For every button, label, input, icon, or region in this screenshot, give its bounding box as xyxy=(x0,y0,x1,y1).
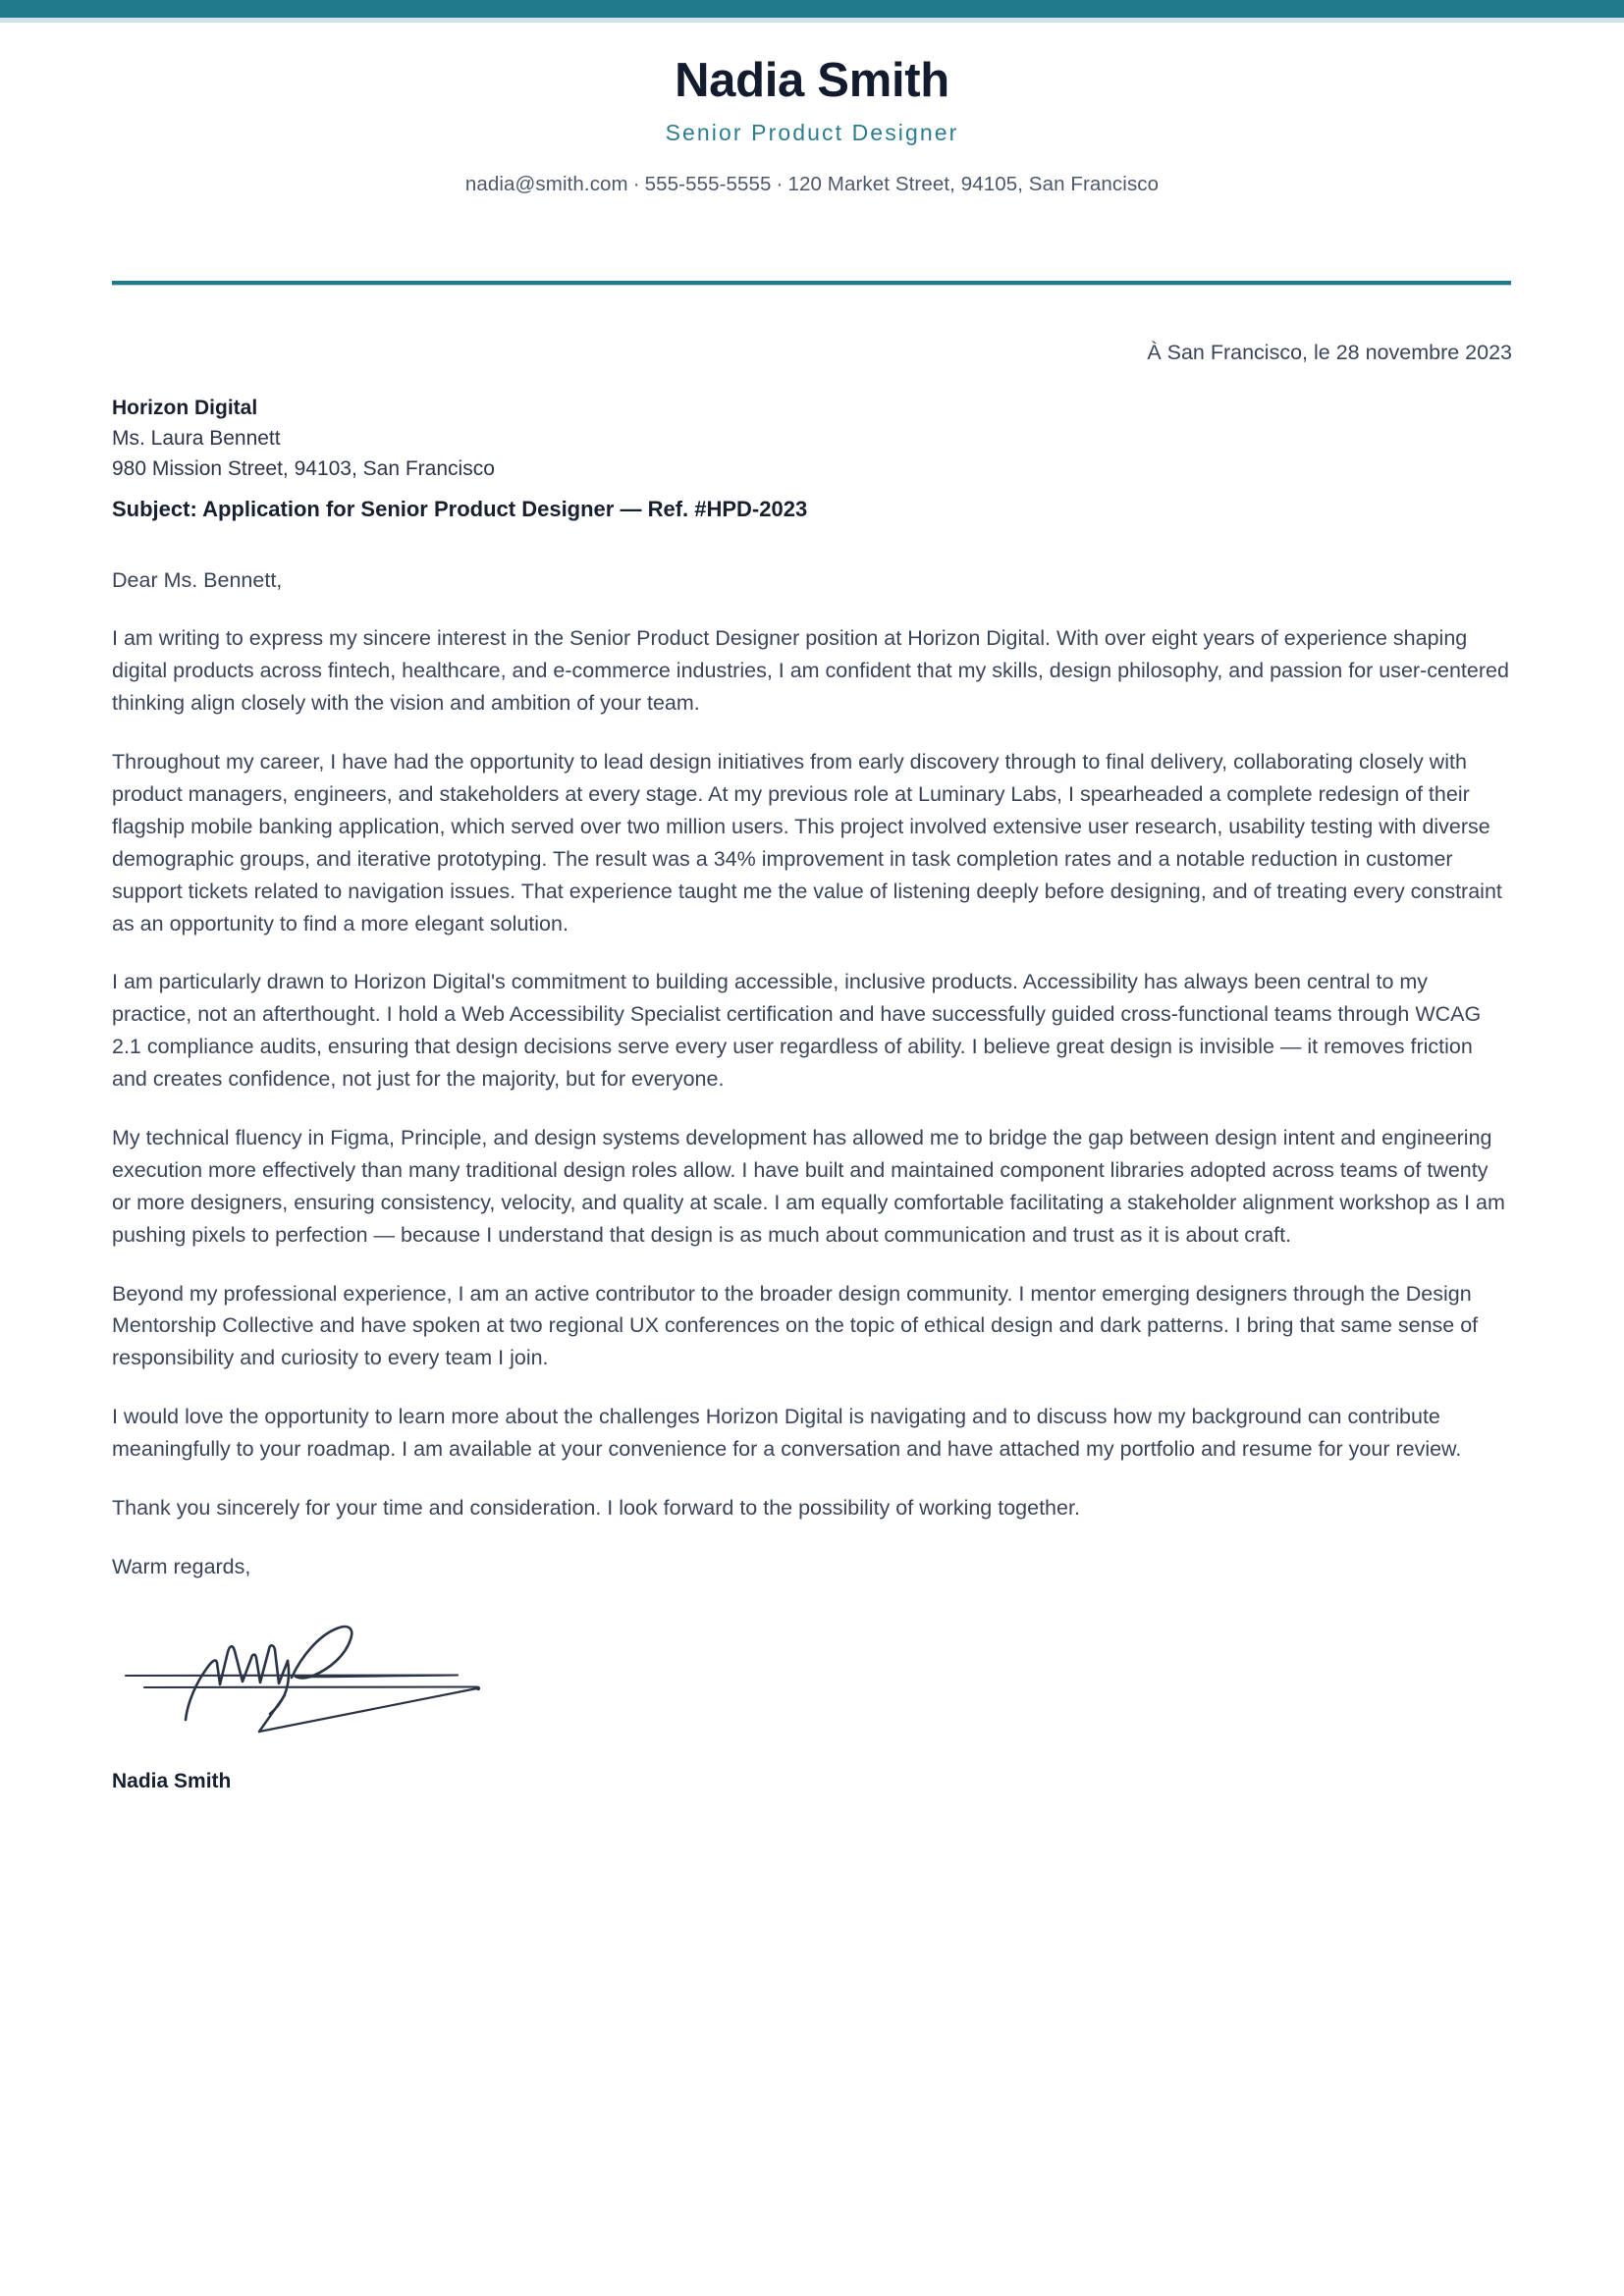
contact-separator-2: · xyxy=(776,172,784,195)
letter-body xyxy=(112,339,1512,1796)
contact-address: 120 Market Street, 94105, San Francisco xyxy=(787,172,1160,195)
subject-line: Subject: Application for Senior Product Designer — Ref. #HPD-2023 xyxy=(112,497,808,522)
contact-separator-1: · xyxy=(632,172,640,195)
header-divider xyxy=(112,281,1511,286)
contact-email[interactable]: nadia@smith.com xyxy=(464,172,628,195)
contact-line xyxy=(0,148,1624,198)
body-paragraph: I would love the opportunity to learn more about the challenges Horizon Digital is navigating and to discuss how my background can contribute meaningfully to your roadmap. I am available at your convenience for a conversation and have attached my portfolio and resume for your review. xyxy=(112,1405,1462,1462)
salutation: Dear Ms. Bennett, xyxy=(112,568,283,593)
accent-top-bar xyxy=(0,0,1624,18)
recipient-person: Ms. Laura Bennett xyxy=(112,427,281,451)
body-paragraph: Thank you sincerely for your time and consideration. I look forward to the possibility of working together. xyxy=(112,1495,1080,1520)
body-paragraph: Beyond my professional experience, I am an active contributor to the broader design community. I mentor emerging designers through the Design Mentorship Collective and have spoken at two regional UX conferences on the topic of ethical design and dark patterns. I bring that same sense of responsibility and curiosity to every team I join. xyxy=(112,1281,1479,1370)
handwritten-signature-icon xyxy=(112,1612,524,1759)
page-title: Nadia Smith xyxy=(675,54,949,107)
closing-salutation: Warm regards, xyxy=(112,1554,251,1578)
body-paragraph: I am writing to express my sincere interest in the Senior Product Designer position at Horizon Digital. With over eight years of experience shaping digital products across fintech, healthcare, and e-commerce industries, I am confident that my skills, design philosophy, and passion for user-centered thinking align closely with the vision and ambition of your team. xyxy=(112,626,1509,716)
signer-name: Nadia Smith xyxy=(112,1770,232,1793)
contact-phone[interactable]: 555-555-5555 xyxy=(644,172,772,195)
date-line: À San Francisco, le 28 novembre 2023 xyxy=(1147,341,1512,364)
body-paragraph: My technical fluency in Figma, Principle, and design systems development has allowed me to bridge the gap between design intent and engineering execution more effectively than many traditional design roles allow. I have built and maintained component libraries adopted across teams of twenty or more designers, ensuring consistency, velocity, and quality at scale. I am equally comfortable facilitating a stakeholder alignment workshop as I am pushing pixels to perfection — because I understand that design is as much about communication and trust as it is about craft. xyxy=(112,1125,1505,1247)
body-paragraph: I am particularly drawn to Horizon Digital's commitment to building accessible, inclusive products. Accessibility has always been central to my practice, not an afterthought. I hold a Web Accessibility Specialist certification and have successfully guided cross-functional teams through WCAG 2.1 compliance audits, ensuring that design decisions serve every user regardless of ability. I believe great design is invisible — it removes friction and creates confidence, not just for the majority, but for everyone. xyxy=(112,970,1482,1092)
body-paragraph: Throughout my career, I have had the opportunity to lead design initiatives from early discovery through to final delivery, collaborating closely with product managers, engineers, and stakeholders at every stage. At my previous role at Luminary Labs, I spearheaded a complete redesign of their flagship mobile banking application, which served over two million users. This project involved extensive user research, usability testing with diverse demographic groups, and iterative prototyping. The result was a 34% improvement in task completion rates and a notable reduction in customer support tickets related to navigation issues. That experience taught me the value of listening deeply before designing, and of treating every constraint as an opportunity to find a more elegant solution. xyxy=(112,750,1502,935)
recipient-block xyxy=(112,393,1512,484)
signature-block xyxy=(112,1612,1512,1759)
job-title: Senior Product Designer xyxy=(665,119,959,145)
letter-header xyxy=(0,23,1624,197)
recipient-company: Horizon Digital xyxy=(112,397,258,420)
recipient-address: 980 Mission Street, 94103, San Francisco xyxy=(112,457,495,481)
